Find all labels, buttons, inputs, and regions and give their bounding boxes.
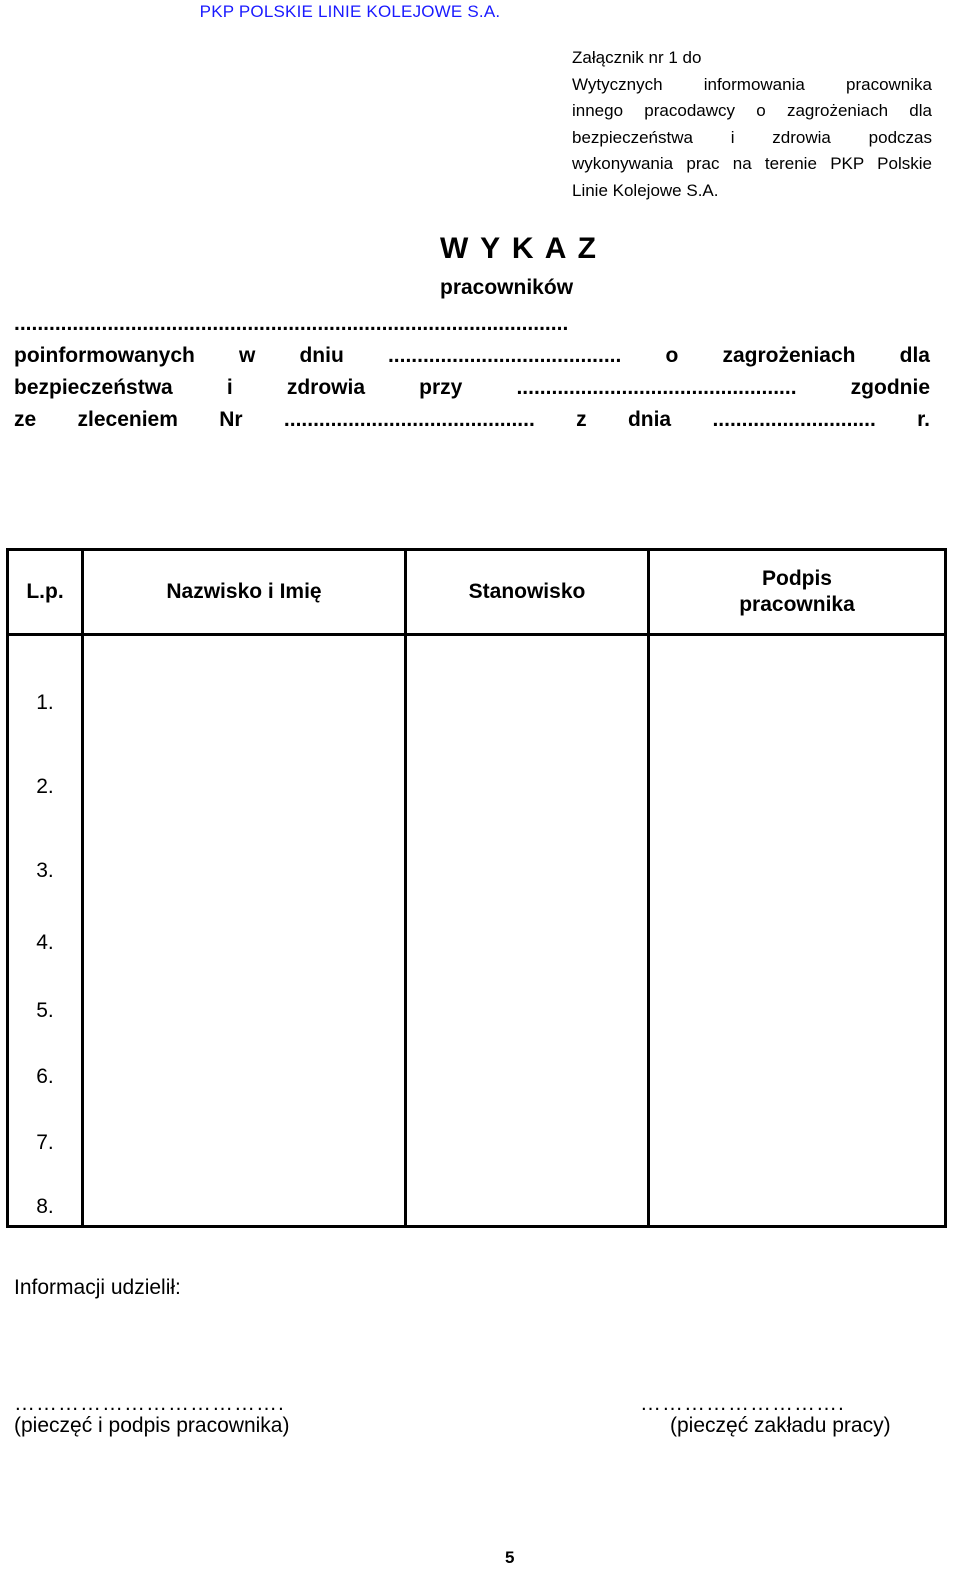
- name-cell[interactable]: [83, 1161, 406, 1227]
- position-cell[interactable]: [406, 721, 649, 805]
- header-signature-label: Podpis pracownika: [739, 567, 855, 616]
- table-row: [8, 721, 946, 805]
- intro-line: ze zleceniem Nr ........................................... z dnia ............................ r.: [14, 408, 930, 431]
- employee-signature-label: (pieczęć i podpis pracownika): [14, 1414, 290, 1437]
- page-number: 5: [505, 1548, 515, 1567]
- position-cell[interactable]: [406, 1161, 649, 1227]
- position-cell[interactable]: [406, 1095, 649, 1161]
- row-number: 6.: [8, 1029, 83, 1095]
- annex-note: [572, 45, 932, 204]
- row-number: 2.: [8, 721, 83, 805]
- signature-cell[interactable]: [649, 635, 946, 721]
- signature-cell[interactable]: [649, 1029, 946, 1095]
- row-number: 8.: [8, 1161, 83, 1227]
- employee-list-table: [6, 548, 947, 1228]
- name-cell[interactable]: [83, 721, 406, 805]
- intro-line: bezpieczeństwa i zdrowia przy ................................................ zgodnie: [14, 376, 930, 399]
- position-cell[interactable]: [406, 1029, 649, 1095]
- position-cell[interactable]: [406, 805, 649, 889]
- row-number: 1.: [8, 635, 83, 721]
- position-cell[interactable]: [406, 635, 649, 721]
- table-row: [8, 635, 946, 721]
- name-cell[interactable]: [83, 961, 406, 1029]
- signature-line-left: ……………………………….: [14, 1392, 285, 1415]
- signature-cell[interactable]: [649, 805, 946, 889]
- row-number: 7.: [8, 1095, 83, 1161]
- annex-line: wykonywania prac na terenie PKP Polskie: [572, 154, 932, 173]
- name-cell[interactable]: [83, 1095, 406, 1161]
- table-row: [8, 805, 946, 889]
- table-row: [8, 889, 946, 961]
- info-given-by-label: Informacji udzielił:: [14, 1276, 181, 1299]
- name-cell[interactable]: [83, 635, 406, 721]
- table-header-row: [8, 550, 946, 635]
- annex-line: bezpieczeństwa i zdrowia podczas: [572, 127, 932, 147]
- position-cell[interactable]: [406, 961, 649, 1029]
- header-position: Stanowisko: [406, 550, 649, 635]
- name-cell[interactable]: [83, 1029, 406, 1095]
- company-header: PKP POLSKIE LINIE KOLEJOWE S.A.: [199, 2, 501, 21]
- annex-line: Linie Kolejowe S.A.: [572, 180, 719, 200]
- annex-line: Załącznik nr 1 do: [572, 48, 702, 67]
- signature-cell[interactable]: [649, 961, 946, 1029]
- header-lp: L.p.: [8, 550, 83, 635]
- table-row: [8, 1161, 946, 1227]
- document-title: W Y K A Z: [440, 232, 599, 265]
- header-signature: [649, 550, 946, 635]
- signature-cell[interactable]: [649, 1161, 946, 1227]
- company-stamp-label: (pieczęć zakładu pracy): [670, 1414, 891, 1437]
- row-number: 4.: [8, 889, 83, 961]
- intro-paragraph: [14, 308, 930, 436]
- intro-line: poinformowanych w dniu ........................................ o zagrożeniach dla: [14, 344, 930, 367]
- annex-line: innego pracodawcy o zagrożeniach dla: [572, 101, 932, 120]
- table-row: [8, 1029, 946, 1095]
- annex-line: Wytycznych informowania pracownika: [572, 74, 932, 94]
- signature-line-right: ……………………….: [640, 1392, 845, 1415]
- row-number: 5.: [8, 961, 83, 1029]
- table-row: [8, 961, 946, 1029]
- position-cell[interactable]: [406, 889, 649, 961]
- signature-cell[interactable]: [649, 721, 946, 805]
- signature-cell[interactable]: [649, 889, 946, 961]
- header-name: Nazwisko i Imię: [83, 550, 406, 635]
- name-cell[interactable]: [83, 805, 406, 889]
- signature-cell[interactable]: [649, 1095, 946, 1161]
- intro-line: ...............................................................................................: [14, 312, 569, 335]
- row-number: 3.: [8, 805, 83, 889]
- name-cell[interactable]: [83, 889, 406, 961]
- document-subtitle: pracowników: [440, 276, 574, 299]
- table-row: [8, 1095, 946, 1161]
